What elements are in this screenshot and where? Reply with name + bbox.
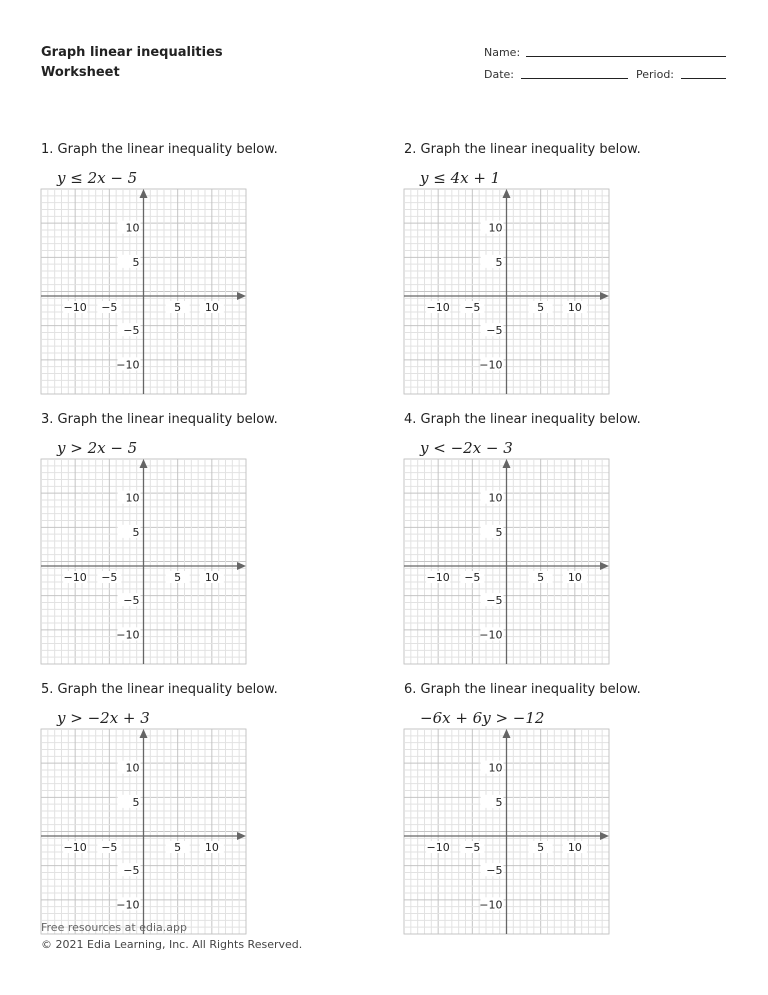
y-tick-label: −10: [116, 358, 140, 372]
x-tick-label: 5: [537, 301, 545, 314]
footer-resources-link[interactable]: Free resources at edia.app: [41, 921, 187, 934]
x-tick-label: −10: [426, 301, 450, 314]
y-tick-label: 5: [132, 795, 140, 809]
problem-4-equation: y < −2x − 3: [420, 439, 513, 457]
coordinate-grid-4[interactable]: [404, 459, 609, 664]
problem-1-equation: y ≤ 2x − 5: [57, 169, 138, 187]
problem-5-equation: y > −2x + 3: [57, 709, 150, 727]
y-tick-label: 10: [125, 761, 140, 775]
coordinate-grid-6[interactable]: [404, 729, 609, 934]
y-tick-label: 10: [125, 221, 140, 235]
worksheet-title: [41, 43, 223, 83]
y-tick-label: 10: [488, 761, 503, 775]
y-tick-label: 5: [132, 255, 140, 269]
coordinate-grid-5[interactable]: [41, 729, 246, 934]
coordinate-grid-2[interactable]: [404, 189, 609, 394]
y-tick-label: 10: [125, 491, 140, 505]
x-tick-label: 10: [204, 571, 219, 584]
x-tick-label: −10: [426, 841, 450, 854]
y-tick-label: 5: [132, 525, 140, 539]
footer-copyright: © 2021 Edia Learning, Inc. All Rights Reserved.: [41, 938, 303, 951]
x-tick-label: −5: [464, 841, 481, 854]
problem-3-equation: y > 2x − 5: [57, 439, 138, 457]
x-tick-label: 10: [204, 301, 219, 314]
y-tick-label: 5: [495, 795, 503, 809]
name-label: Name:: [484, 46, 521, 59]
coordinate-grid-3[interactable]: [41, 459, 246, 664]
y-tick-label: −5: [486, 594, 503, 608]
x-tick-label: 5: [174, 301, 182, 314]
x-tick-label: −5: [101, 301, 118, 314]
y-tick-label: −5: [486, 324, 503, 338]
x-tick-label: −10: [426, 571, 450, 584]
x-tick-label: −10: [63, 301, 87, 314]
x-tick-label: 5: [537, 841, 545, 854]
y-tick-label: −10: [479, 898, 503, 912]
name-field[interactable]: [526, 56, 726, 57]
y-tick-label: −10: [116, 628, 140, 642]
problem-6-equation: −6x + 6y > −12: [420, 709, 545, 727]
date-label: Date:: [484, 68, 514, 81]
x-tick-label: 10: [567, 301, 582, 314]
y-tick-label: −5: [486, 864, 503, 878]
subtitle-text: Worksheet: [41, 65, 120, 80]
x-tick-label: 5: [174, 571, 182, 584]
y-tick-label: 10: [488, 221, 503, 235]
period-label: Period:: [636, 68, 675, 81]
x-tick-label: −5: [101, 841, 118, 854]
x-tick-label: −10: [63, 571, 87, 584]
x-tick-label: −5: [464, 301, 481, 314]
y-tick-label: 5: [495, 525, 503, 539]
y-tick-label: −5: [123, 864, 140, 878]
y-tick-label: 5: [495, 255, 503, 269]
period-field[interactable]: [681, 78, 726, 79]
x-tick-label: 10: [567, 841, 582, 854]
x-tick-label: 5: [537, 571, 545, 584]
title-text: Graph linear inequalities: [41, 45, 223, 60]
coordinate-grid-1[interactable]: [41, 189, 246, 394]
x-tick-label: −5: [464, 571, 481, 584]
problem-5-prompt: 5. Graph the linear inequality below.: [41, 682, 278, 697]
date-field[interactable]: [521, 78, 628, 79]
problem-2-equation: y ≤ 4x + 1: [420, 169, 501, 187]
problem-2-prompt: 2. Graph the linear inequality below.: [404, 142, 641, 157]
x-tick-label: 5: [174, 841, 182, 854]
problem-6-prompt: 6. Graph the linear inequality below.: [404, 682, 641, 697]
problem-1-prompt: 1. Graph the linear inequality below.: [41, 142, 278, 157]
y-tick-label: −10: [479, 358, 503, 372]
x-tick-label: −5: [101, 571, 118, 584]
x-tick-label: 10: [204, 841, 219, 854]
y-tick-label: 10: [488, 491, 503, 505]
y-tick-label: −5: [123, 594, 140, 608]
problem-4-prompt: 4. Graph the linear inequality below.: [404, 412, 641, 427]
problem-3-prompt: 3. Graph the linear inequality below.: [41, 412, 278, 427]
x-tick-label: −10: [63, 841, 87, 854]
y-tick-label: −10: [116, 898, 140, 912]
y-tick-label: −10: [479, 628, 503, 642]
x-tick-label: 10: [567, 571, 582, 584]
y-tick-label: −5: [123, 324, 140, 338]
